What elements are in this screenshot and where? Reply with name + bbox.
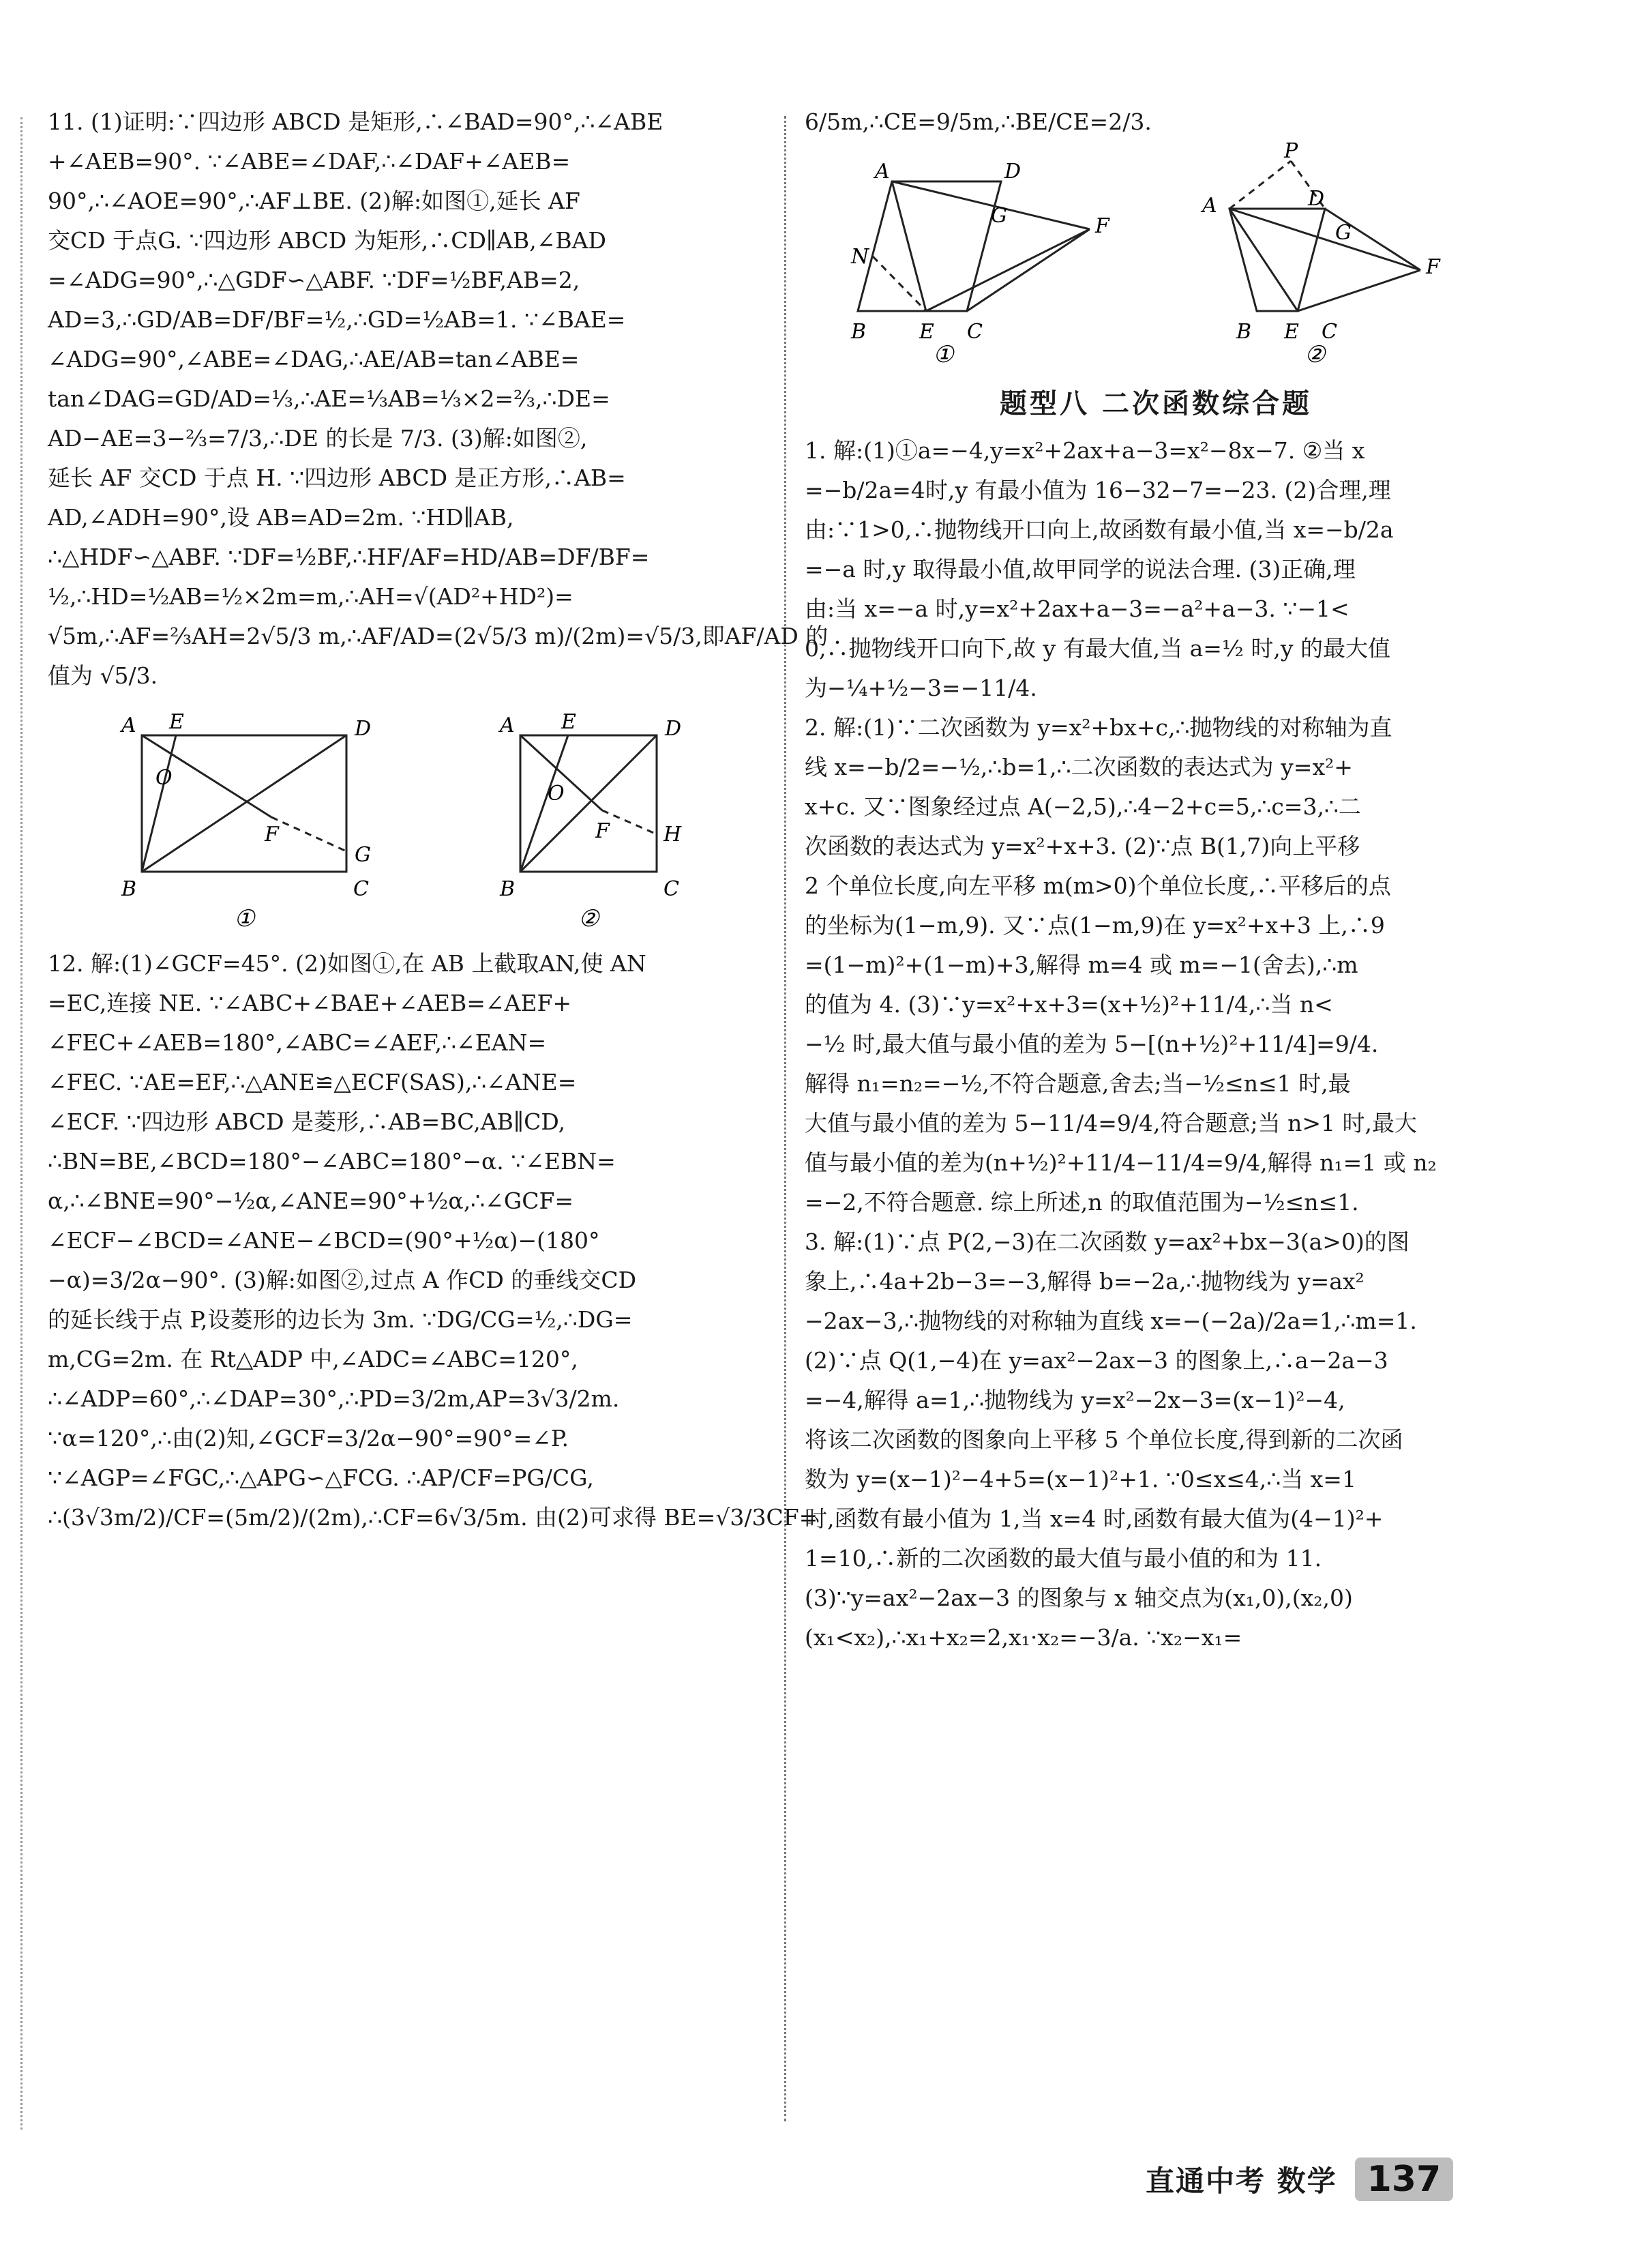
text-line: √5m,∴AF=⅔AH=2√5/3 m,∴AF/AD=(2√5/3 m)/(2m)=√5/3,即AF/AD 的 (48, 623, 829, 649)
label: C (663, 877, 679, 901)
page-number: 137 (1355, 2157, 1454, 2201)
text-line: AD=3,∴GD/AB=DF/BF=½,∴GD=½AB=1. ∵∠BAE= (48, 306, 626, 333)
text-line: AD−AE=3−⅔=7/3,∴DE 的长是 7/3. (3)解:如图②, (48, 425, 588, 452)
text-line: 值为 √5/3. (48, 662, 158, 689)
label: F (264, 823, 279, 846)
text-line: =(1−m)²+(1−m)+3,解得 m=4 或 m=−1(舍去),∴m (805, 952, 1358, 978)
text-line: 的坐标为(1−m,9). 又∵点(1−m,9)在 y=x²+x+3 上,∴9 (805, 912, 1385, 939)
label: E (561, 710, 576, 734)
label: F (1425, 255, 1440, 279)
label: O (155, 766, 173, 790)
label: N (850, 245, 869, 269)
text-line: ∵α=120°,∴由(2)知,∠GCF=3/2α−90°=90°=∠P. (48, 1425, 569, 1452)
label: G (990, 204, 1007, 228)
text-line: 6/5m,∴CE=9/5m,∴BE/CE=2/3. (805, 108, 1152, 135)
label: O (547, 782, 565, 806)
label: B (499, 877, 515, 901)
text-line: 的延长线于点 P,设菱形的边长为 3m. ∵DG/CG=½,∴DG= (48, 1306, 633, 1333)
text-line: 11. (1)证明:∵四边形 ABCD 是矩形,∴∠BAD=90°,∴∠ABE (48, 108, 664, 135)
problem-3 (805, 1222, 1507, 1658)
label: C (966, 320, 983, 344)
text-line: ∵∠AGP=∠FGC,∴△APG∽△FCG. ∴AP/CF=PG/CG, (48, 1464, 594, 1491)
page-footer (1146, 2157, 1453, 2201)
text-line: =EC,连接 NE. ∵∠ABC+∠BAE+∠AEB=∠AEF+ (48, 990, 572, 1016)
text-line: 解得 n₁=n₂=−½,不符合题意,舍去;当−½≤n≤1 时,最 (805, 1070, 1351, 1097)
problem-11 (48, 102, 829, 696)
text-line: 次函数的表达式为 y=x²+x+3. (2)∵点 B(1,7)向上平移 (805, 833, 1360, 859)
problem-12 (48, 944, 818, 1537)
text-line: (x₁<x₂),∴x₁+x₂=2,x₁·x₂=−3/a. ∵x₂−x₁= (805, 1624, 1242, 1651)
text-line: 数为 y=(x−1)²−4+5=(x−1)²+1. ∵0≤x≤4,∴当 x=1 (805, 1466, 1356, 1492)
label: F (595, 819, 610, 843)
text-line: −½ 时,最大值与最小值的差为 5−[(n+½)²+11/4]=9/4. (805, 1031, 1379, 1057)
text-line: 2. 解:(1)∵二次函数为 y=x²+bx+c,∴抛物线的对称轴为直 (805, 714, 1392, 741)
caption: ② (578, 905, 599, 932)
label: G (354, 843, 371, 867)
label: D (1307, 187, 1324, 211)
figure-square-2 (493, 708, 698, 933)
left-margin-dots (20, 117, 23, 2130)
problem-2 (805, 708, 1507, 1222)
text-line: ∠ADG=90°,∠ABE=∠DAG,∴AE/AB=tan∠ABE= (48, 346, 580, 372)
problem-1 (805, 431, 1507, 708)
label: C (353, 877, 369, 901)
text-line: 时,函数有最小值为 1,当 x=4 时,函数有最大值为(4−1)²+ (805, 1505, 1384, 1532)
text-line: 1=10,∴新的二次函数的最大值与最小值的和为 11. (805, 1545, 1322, 1572)
text-line: =−2,不符合题意. 综上所述,n 的取值范围为−½≤n≤1. (805, 1189, 1359, 1216)
caption: ① (233, 905, 254, 932)
figures-11 (48, 708, 750, 933)
text-line: 线 x=−b/2=−½,∴b=1,∴二次函数的表达式为 y=x²+ (805, 754, 1353, 780)
text-line: ∴△HDF∽△ABF. ∵DF=½BF,∴HF/AF=HD/AB=DF/BF= (48, 544, 650, 570)
text-line: 由:当 x=−a 时,y=x²+2ax+a−3=−a²+a−3. ∵−1< (805, 595, 1350, 622)
label: P (1283, 139, 1298, 163)
text-line: 由:∵1>0,∴抛物线开口向上,故函数有最小值,当 x=−b/2a (805, 516, 1394, 543)
right-column (805, 102, 1507, 1658)
caption: ① (932, 341, 953, 368)
label: G (1335, 221, 1352, 245)
label: F (1094, 214, 1109, 238)
text-line: ∠ECF. ∵四边形 ABCD 是菱形,∴AB=BC,AB∥CD, (48, 1108, 566, 1135)
text-line: AD,∠ADH=90°,设 AB=AD=2m. ∵HD∥AB, (48, 504, 514, 531)
text-line: ∴(3√3m/2)/CF=(5m/2)/(2m),∴CF=6√3/5m. 由(2)可求得 BE=√3/3CF= (48, 1504, 818, 1531)
text-line: ∠FEC+∠AEB=180°,∠ABC=∠AEF,∴∠EAN= (48, 1029, 547, 1056)
text-line: ½,∴HD=½AB=½×2m=m,∴AH=√(AD²+HD²)= (48, 583, 573, 610)
text-line: 将该二次函数的图象向上平移 5 个单位长度,得到新的二次函 (805, 1426, 1403, 1453)
label: B (1236, 320, 1251, 344)
text-line: =∠ADG=90°,∴△GDF∽△ABF. ∵DF=½BF,AB=2, (48, 267, 580, 293)
figure-rhombus-2 (1189, 139, 1475, 368)
text-line: m,CG=2m. 在 Rt△ADP 中,∠ADC=∠ABC=120°, (48, 1346, 578, 1372)
text-line: 12. 解:(1)∠GCF=45°. (2)如图①,在 AB 上截取AN,使 AN (48, 950, 646, 977)
text-line: 1. 解:(1)①a=−4,y=x²+2ax+a−3=x²−8x−7. ②当 x (805, 437, 1365, 464)
label: D (354, 717, 371, 741)
label: E (168, 710, 184, 734)
text-line: x+c. 又∵图象经过点 A(−2,5),∴4−2+c=5,∴c=3,∴二 (805, 793, 1361, 820)
label: E (919, 320, 934, 344)
text-line: ∠FEC. ∵AE=EF,∴△ANE≌△ECF(SAS),∴∠ANE= (48, 1069, 577, 1095)
label: A (499, 713, 515, 737)
column-divider (784, 116, 786, 2121)
text-line: (2)∵点 Q(1,−4)在 y=ax²−2ax−3 的图象上,∴a−2a−3 (805, 1347, 1388, 1374)
text-line: (3)∵y=ax²−2ax−3 的图象与 x 轴交点为(x₁,0),(x₂,0) (805, 1585, 1353, 1611)
text-line: 大值与最小值的差为 5−11/4=9/4,符合题意;当 n>1 时,最大 (805, 1110, 1417, 1136)
text-line: =−b/2a=4时,y 有最小值为 16−32−7=−23. (2)合理,理 (805, 477, 1391, 503)
text-line: ∴BN=BE,∠BCD=180°−∠ABC=180°−α. ∵∠EBN= (48, 1148, 616, 1175)
text-line: 0,∴抛物线开口向下,故 y 有最大值,当 a=½ 时,y 的最大值 (805, 635, 1390, 662)
text-line: 的值为 4. (3)∵y=x²+x+3=(x+½)²+11/4,∴当 n< (805, 991, 1333, 1018)
text-line: 延长 AF 交CD 于点 H. ∵四边形 ABCD 是正方形,∴AB= (48, 465, 626, 491)
label: A (874, 160, 890, 183)
label: A (1202, 194, 1217, 218)
text-line: =−4,解得 a=1,∴抛物线为 y=x²−2x−3=(x−1)²−4, (805, 1387, 1345, 1413)
figure-rectangle-1 (101, 708, 387, 933)
text-line: +∠AEB=90°. ∵∠ABE=∠DAF,∴∠DAF+∠AEB= (48, 148, 571, 175)
label: B (850, 320, 866, 344)
figures-11b (805, 139, 1507, 368)
text-line: 交CD 于点G. ∵四边形 ABCD 为矩形,∴CD∥AB,∠BAD (48, 227, 606, 254)
text-line: 值与最小值的差为(n+½)²+11/4−11/4=9/4,解得 n₁=1 或 n₂ (805, 1149, 1437, 1176)
text-line: 象上,∴4a+2b−3=−3,解得 b=−2a,∴抛物线为 y=ax² (805, 1268, 1365, 1295)
text-line: =−a 时,y 取得最小值,故甲同学的说法合理. (3)正确,理 (805, 556, 1356, 583)
text-line: 为−¼+½−3=−11/4. (805, 675, 1037, 701)
text-line: 3. 解:(1)∵点 P(2,−3)在二次函数 y=ax²+bx−3(a>0)的图 (805, 1228, 1410, 1255)
left-column (48, 102, 829, 1537)
text-line: α,∴∠BNE=90°−½α,∠ANE=90°+½α,∴∠GCF= (48, 1188, 573, 1214)
text-line: tan∠DAG=GD/AD=⅓,∴AE=⅓AB=⅓×2=⅔,∴DE= (48, 385, 610, 412)
label: B (121, 877, 136, 901)
label: H (663, 823, 681, 846)
text-line: −α)=3/2α−90°. (3)解:如图②,过点 A 作CD 的垂线交CD (48, 1267, 637, 1293)
section-heading: 题型八 二次函数综合题 (1000, 388, 1312, 419)
text-line: −2ax−3,∴抛物线的对称轴为直线 x=−(−2a)/2a=1,∴m=1. (805, 1308, 1417, 1334)
label: D (664, 717, 681, 741)
label: C (1321, 320, 1337, 344)
text-line: ∴∠ADP=60°,∴∠DAP=30°,∴PD=3/2m,AP=3√3/2m. (48, 1385, 620, 1412)
label: D (1004, 160, 1021, 183)
book-title: 直通中考 数学 (1146, 2164, 1337, 2198)
figure-rhombus-1 (837, 154, 1124, 366)
caption: ② (1304, 341, 1325, 368)
text-line: 2 个单位长度,向左平移 m(m>0)个单位长度,∴平移后的点 (805, 872, 1391, 899)
label: E (1283, 320, 1299, 344)
label: A (121, 713, 136, 737)
text-line: 90°,∴∠AOE=90°,∴AF⊥BE. (2)解:如图①,延长 AF (48, 188, 580, 214)
text-line: ∠ECF−∠BCD=∠ANE−∠BCD=(90°+½α)−(180° (48, 1227, 600, 1254)
